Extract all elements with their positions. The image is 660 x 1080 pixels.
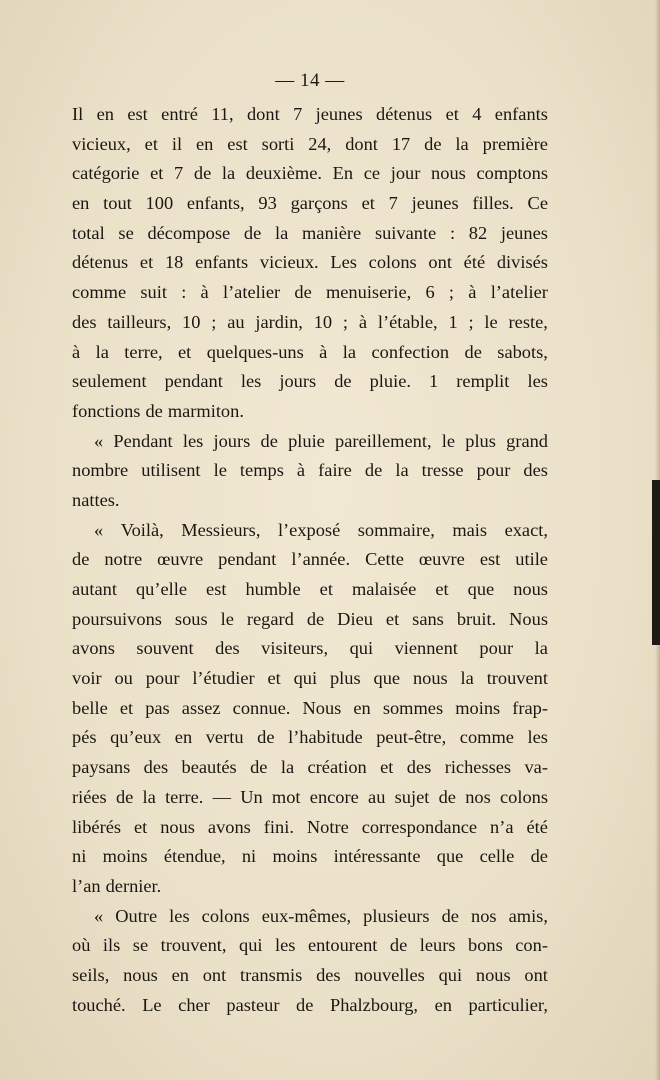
text-line: seils, nous en ont transmis des nouvelles qui nous ont xyxy=(72,964,548,985)
text-line: « Outre les colons eux-mêmes, plusieurs de nos amis, xyxy=(94,905,548,926)
page-number: — 14 — xyxy=(275,70,345,91)
text-line: touché. Le cher pasteur de Phalzbourg, en particulier, xyxy=(72,994,548,1015)
text-line: avons souvent des visiteurs, qui viennent pour la xyxy=(72,638,548,659)
body-text xyxy=(72,100,548,1020)
text-line: paysans des beautés de la création et des richesses va- xyxy=(72,757,548,778)
text-line: « Pendant les jours de pluie pareillement, le plus grand xyxy=(94,430,548,451)
text-line: poursuivons sous le regard de Dieu et sans bruit. Nous xyxy=(72,608,548,629)
text-line: voir ou pour l’étudier et qui plus que nous la trouvent xyxy=(72,668,548,689)
text-line: catégorie et 7 de la deuxième. En ce jour nous comptons xyxy=(72,163,548,184)
text-line: Il en est entré 11, dont 7 jeunes détenus et 4 enfants xyxy=(72,104,548,124)
text-line: libérés et nous avons fini. Notre correspondance n’a été xyxy=(72,816,548,837)
text-line: autant qu’elle est humble et malaisée et que nous xyxy=(72,579,548,599)
text-line: fonctions de marmiton. xyxy=(72,400,244,421)
text-line: seulement pendant les jours de pluie. 1 remplit les xyxy=(72,371,548,392)
page-edge-dark-strip xyxy=(652,480,660,645)
text-line: en tout 100 enfants, 93 garçons et 7 jeunes filles. Ce xyxy=(72,193,548,214)
text-line: à la terre, et quelques-uns à la confection de sabots, xyxy=(72,341,548,362)
text-line: détenus et 18 enfants vicieux. Les colons ont été divisés xyxy=(72,252,548,273)
text-line: nombre utilisent le temps à faire de la tresse pour des xyxy=(72,460,548,481)
text-line: pés qu’eux en vertu de l’habitude peut-être, comme les xyxy=(72,727,548,748)
text-line: de notre œuvre pendant l’année. Cette œuvre est utile xyxy=(72,549,548,570)
text-line: l’an dernier. xyxy=(72,875,162,896)
text-line: « Voilà, Messieurs, l’exposé sommaire, mais exact, xyxy=(94,519,548,540)
text-line: nattes. xyxy=(72,489,120,510)
text-line: où ils se trouvent, qui les entourent de leurs bons con- xyxy=(72,935,548,956)
text-line: comme suit : à l’atelier de menuiserie, 6 ; à l’atelier xyxy=(72,282,548,303)
text-line: total se décompose de la manière suivante : 82 jeunes xyxy=(72,222,548,243)
text-line: des tailleurs, 10 ; au jardin, 10 ; à l’étable, 1 ; le reste, xyxy=(72,311,548,332)
text-line: vicieux, et il en est sorti 24, dont 17 de la première xyxy=(72,133,548,154)
text-line: belle et pas assez connue. Nous en sommes moins frap- xyxy=(72,697,548,718)
text-line: ni moins étendue, ni moins intéressante que celle de xyxy=(72,846,548,867)
text-line: riées de la terre. — Un mot encore au sujet de nos colons xyxy=(72,786,548,807)
